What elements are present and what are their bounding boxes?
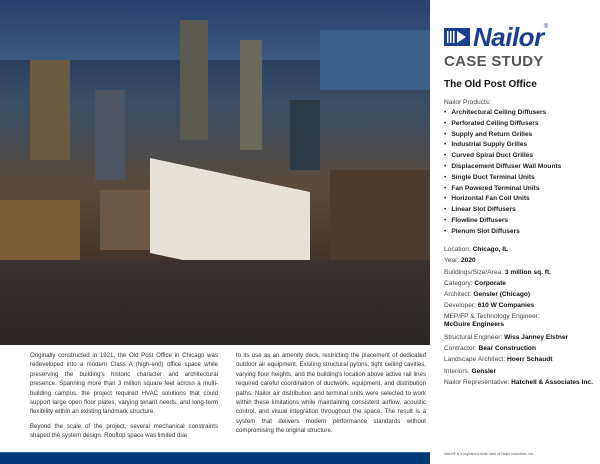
- fact-value: 610 W Companies: [477, 302, 535, 310]
- products-list: [444, 108, 594, 238]
- fact-location: [444, 244, 599, 255]
- fact-label: Interiors:: [444, 367, 472, 375]
- body-column-2: [236, 351, 426, 436]
- nailor-logo-icon: [444, 28, 470, 46]
- list-item: • Single Duct Terminal Units: [444, 173, 594, 184]
- body-column-1: [30, 351, 218, 441]
- project-title: The Old Post Office: [444, 79, 537, 90]
- fact-label: Nailor Representative:: [444, 378, 512, 386]
- list-item: • Fan Powered Terminal Units: [444, 184, 594, 195]
- fact-architect: [444, 289, 599, 300]
- registered-mark: ®: [543, 24, 549, 30]
- fact-mep-engineer: [444, 313, 599, 330]
- footer-bar: [0, 452, 430, 464]
- body-paragraph: Originally constructed in 1921, the Old Post Office in Chicago was redeveloped into a modern Class A (high-end) office space while preserving the building's historic character and architectural presence. Spanning more than 3 million square feet across a multi-building campus, the project required HVAC solutions that could support large open floor plates, varying tenant needs, and long-term flexibility within an existing landmark structure.: [30, 352, 218, 416]
- fact-label: Contractor:: [444, 345, 479, 353]
- fact-year: [444, 255, 599, 266]
- fact-structural-engineer: [444, 332, 599, 343]
- case-study-label: CASE STUDY: [444, 53, 544, 70]
- fact-value: Wiss Janney Elstner: [504, 333, 569, 341]
- nailor-logo: [444, 21, 594, 52]
- fact-category: [444, 278, 599, 289]
- fact-contractor: [444, 343, 599, 354]
- fact-value: Hatchell & Associates Inc.: [511, 378, 593, 386]
- body-paragraph: to its use as an amenity deck, restricting the placement of dedicated outdoor air equipment. Existing structural pylons, tight ceiling cavities, varying floor heights, and the building's location above active rail lines required careful coordination of ductwork, equipment, and distribution paths. Nailor air distribution and terminal units were selected to work within these limitations while maintaining consistent airflow, acoustic control, and visual integration throughout the space. The result is a system that delivers modern performance standards without compromising the original structure.: [236, 352, 426, 435]
- fact-representative: [444, 377, 599, 388]
- list-item: • Industrial Supply Grilles: [444, 140, 594, 151]
- fact-value: Hoerr Schaudt: [507, 356, 553, 364]
- list-item: • Curved Spiral Duct Grilles: [444, 151, 594, 162]
- list-item: • Flowline Diffusers: [444, 216, 594, 227]
- fact-label: Architect:: [444, 291, 474, 299]
- fact-value: McGuire Engineers: [444, 321, 505, 329]
- project-facts: [444, 244, 599, 388]
- fact-label: Developer:: [444, 302, 478, 310]
- fact-label: Year:: [444, 257, 461, 265]
- fact-label: Location:: [444, 246, 473, 253]
- list-item: • Perforated Ceiling Diffusers: [444, 119, 594, 130]
- body-paragraph: Beyond the scale of the project, several mechanical constraints shaped the system design. Rooftop space was limited due: [30, 422, 218, 440]
- fact-label: Category:: [444, 279, 475, 287]
- fact-value: Chicago, IL: [472, 246, 509, 253]
- list-item: • Supply and Return Grilles: [444, 130, 594, 141]
- products-label: Nailor Products:: [444, 99, 491, 106]
- trademark-notice: Nailor® is a registered trade mark of Nailor Industries, Inc.: [444, 452, 535, 456]
- list-item: • Plenum Slot Diffusers: [444, 227, 594, 238]
- fact-label: Landscape Architect:: [444, 356, 508, 364]
- list-item: • Architectural Ceiling Diffusers: [444, 108, 594, 119]
- fact-interiors: [444, 366, 599, 377]
- fact-value: 2020: [461, 257, 476, 265]
- fact-value: Gensler (Chicago): [473, 291, 531, 299]
- list-item: • Linear Slot Diffusers: [444, 205, 594, 216]
- fact-label: MEP/FP & Technology Engineer:: [444, 312, 540, 320]
- sidebar: [444, 21, 594, 238]
- fact-value: 3 million sq. ft.: [504, 268, 552, 276]
- fact-developer: [444, 300, 599, 311]
- fact-landscape-architect: [444, 354, 599, 365]
- fact-label: Structural Engineer:: [444, 333, 505, 341]
- fact-label: Buildings/Size/Area:: [444, 268, 505, 276]
- list-item: • Horizontal Fan Coil Units: [444, 194, 594, 205]
- logo-text: Nailor: [473, 21, 544, 52]
- fact-value: Corporate: [474, 279, 506, 287]
- fact-size: [444, 267, 599, 278]
- list-item: • Displacement Diffuser Wall Mounts: [444, 162, 594, 173]
- fact-value: Bear Construction: [478, 345, 536, 353]
- fact-value: Gensler: [471, 367, 497, 375]
